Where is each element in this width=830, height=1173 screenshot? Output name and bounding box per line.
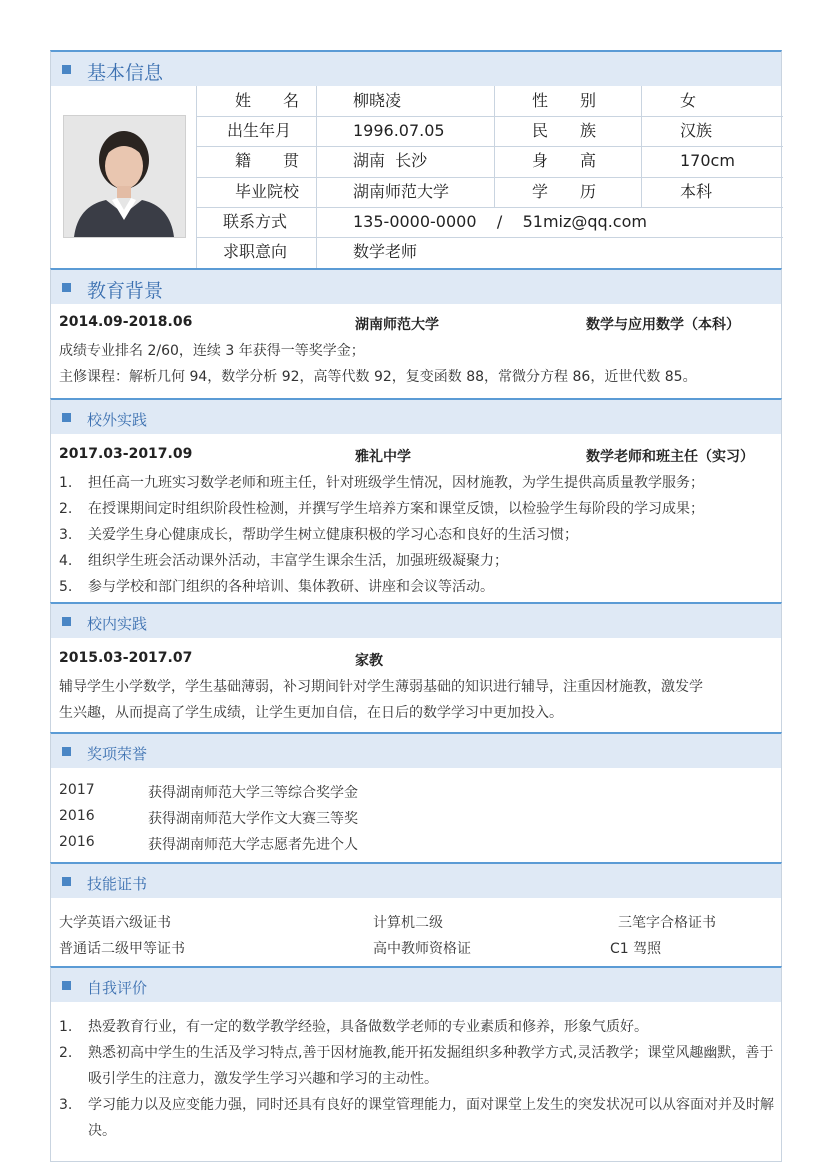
value-gender: 女 — [680, 91, 697, 110]
value-degree: 本科 — [680, 182, 713, 201]
award-text: 获得湖南师范大学作文大赛三等奖 — [148, 811, 358, 827]
education-body — [50, 304, 782, 398]
section-header-self — [50, 966, 782, 1002]
section-bullet-icon — [62, 747, 71, 756]
value-contact: 135-0000-0000 / 51miz@qq.com — [353, 212, 647, 231]
value-birth: 1996.07.05 — [353, 121, 445, 140]
label-hometown: 籍 贯 — [235, 151, 300, 170]
award-year: 2016 — [59, 808, 95, 824]
list-item: 3. 学习能力以及应变能力强，同时还具有良好的课堂管理能力，面对课堂上发生的突发状况可以从容面对并及时解决。 — [59, 1097, 774, 1139]
award-text: 获得湖南师范大学三等综合奖学金 — [148, 785, 358, 801]
skills-body — [50, 898, 782, 966]
section-header-external — [50, 398, 782, 434]
external-body — [50, 434, 782, 602]
award-text: 获得湖南师范大学志愿者先进个人 — [148, 837, 358, 853]
value-hometown: 湖南 长沙 — [353, 151, 428, 170]
label-height: 身 高 — [532, 151, 597, 170]
section-title: 奖项荣誉 — [87, 745, 148, 763]
profile-photo — [63, 115, 186, 238]
edu-period: 2014.09-2018.06 — [59, 314, 193, 330]
internal-body — [50, 638, 782, 732]
label-contact: 联系方式 — [223, 212, 288, 231]
section-title: 自我评价 — [87, 979, 148, 997]
award-year: 2017 — [59, 782, 95, 798]
value-intent: 数学老师 — [353, 242, 418, 261]
section-title: 基本信息 — [87, 62, 164, 84]
section-header-skills — [50, 862, 782, 898]
award-year: 2016 — [59, 834, 95, 850]
edu-line: 主修课程：解析几何 94，数学分析 92，高等代数 92，复变函数 88，常微分方程 86，近世代数 85。 — [59, 369, 697, 385]
edu-major: 数学与应用数学（本科） — [586, 317, 740, 333]
value-ethnicity: 汉族 — [680, 121, 713, 140]
list-item: 4. 组织学生班会活动课外活动，丰富学生课余生活，加强班级凝聚力； — [59, 553, 508, 569]
list-item: 2. 熟悉初高中学生的生活及学习特点,善于因材施教,能开拓发掘组织多种教学方式,灵活教学；课堂风趣幽默，善于吸引学生的注意力，激发学生学习兴趣和学习的主动性。 — [59, 1045, 774, 1087]
edu-school: 湖南师范大学 — [355, 317, 439, 333]
value-name: 柳晓凌 — [353, 91, 402, 110]
section-header-education — [50, 268, 782, 304]
section-title: 校内实践 — [87, 615, 148, 633]
label-gender: 性 别 — [532, 91, 597, 110]
section-bullet-icon — [62, 617, 71, 626]
label-name: 姓 名 — [235, 91, 300, 110]
section-bullet-icon — [62, 877, 71, 886]
cert-item: 计算机二级 — [373, 915, 443, 931]
label-ethnicity: 民 族 — [532, 121, 597, 140]
section-header-awards — [50, 732, 782, 768]
ext-period: 2017.03-2017.09 — [59, 446, 193, 462]
int-period: 2015.03-2017.07 — [59, 650, 193, 666]
cert-item: 三笔字合格证书 — [618, 915, 716, 931]
section-title: 技能证书 — [87, 875, 148, 893]
avatar-icon — [64, 116, 185, 237]
section-bullet-icon — [62, 413, 71, 422]
list-item: 1. 热爱教育行业，有一定的数学教学经验，具备做数学老师的专业素质和修养，形象气质好。 — [59, 1019, 648, 1035]
list-item: 1. 担任高一九班实习数学老师和班主任，针对班级学生情况，因材施教，为学生提供高质量教学服务； — [59, 475, 704, 491]
edu-line: 成绩专业排名 2/60，连续 3 年获得一等奖学金； — [59, 343, 365, 359]
int-line: 辅导学生小学数学，学生基础薄弱，补习期间针对学生薄弱基础的知识进行辅导，注重因材施教，激发学 — [59, 679, 703, 695]
ext-role: 数学老师和班主任（实习） — [586, 449, 754, 465]
cert-item: 大学英语六级证书 — [59, 915, 171, 931]
cert-item: 普通话二级甲等证书 — [59, 941, 185, 957]
list-item: 5. 参与学校和部门组织的各种培训、集体教研、讲座和会议等活动。 — [59, 579, 494, 595]
value-school: 湖南师范大学 — [353, 182, 450, 201]
section-bullet-icon — [62, 65, 71, 74]
section-bullet-icon — [62, 283, 71, 292]
section-header-internal — [50, 602, 782, 638]
value-height: 170cm — [680, 151, 735, 170]
list-item: 2. 在授课期间定时组织阶段性检测，并撰写学生培养方案和课堂反馈，以检验学生每阶段的学习成果； — [59, 501, 704, 517]
awards-body — [50, 768, 782, 862]
cert-item: 高中教师资格证 — [373, 941, 471, 957]
resume-page — [50, 50, 782, 1162]
ext-org: 雅礼中学 — [355, 449, 411, 465]
label-degree: 学 历 — [532, 182, 597, 201]
label-intent: 求职意向 — [223, 242, 288, 261]
section-title: 教育背景 — [87, 280, 164, 302]
basic-info-table — [50, 86, 782, 268]
label-school: 毕业院校 — [235, 182, 300, 201]
section-bullet-icon — [62, 981, 71, 990]
list-item: 3. 关爱学生身心健康成长，帮助学生树立健康积极的学习心态和良好的生活习惯； — [59, 527, 578, 543]
int-line: 生兴趣，从而提高了学生成绩，让学生更加自信，在日后的数学学习中更加投入。 — [59, 705, 563, 721]
section-title: 校外实践 — [87, 411, 148, 429]
section-header-basic — [50, 50, 782, 86]
int-role: 家教 — [355, 653, 383, 669]
label-birth: 出生年月 — [227, 121, 292, 140]
self-body — [50, 1002, 782, 1162]
cert-item: C1 驾照 — [610, 941, 662, 957]
